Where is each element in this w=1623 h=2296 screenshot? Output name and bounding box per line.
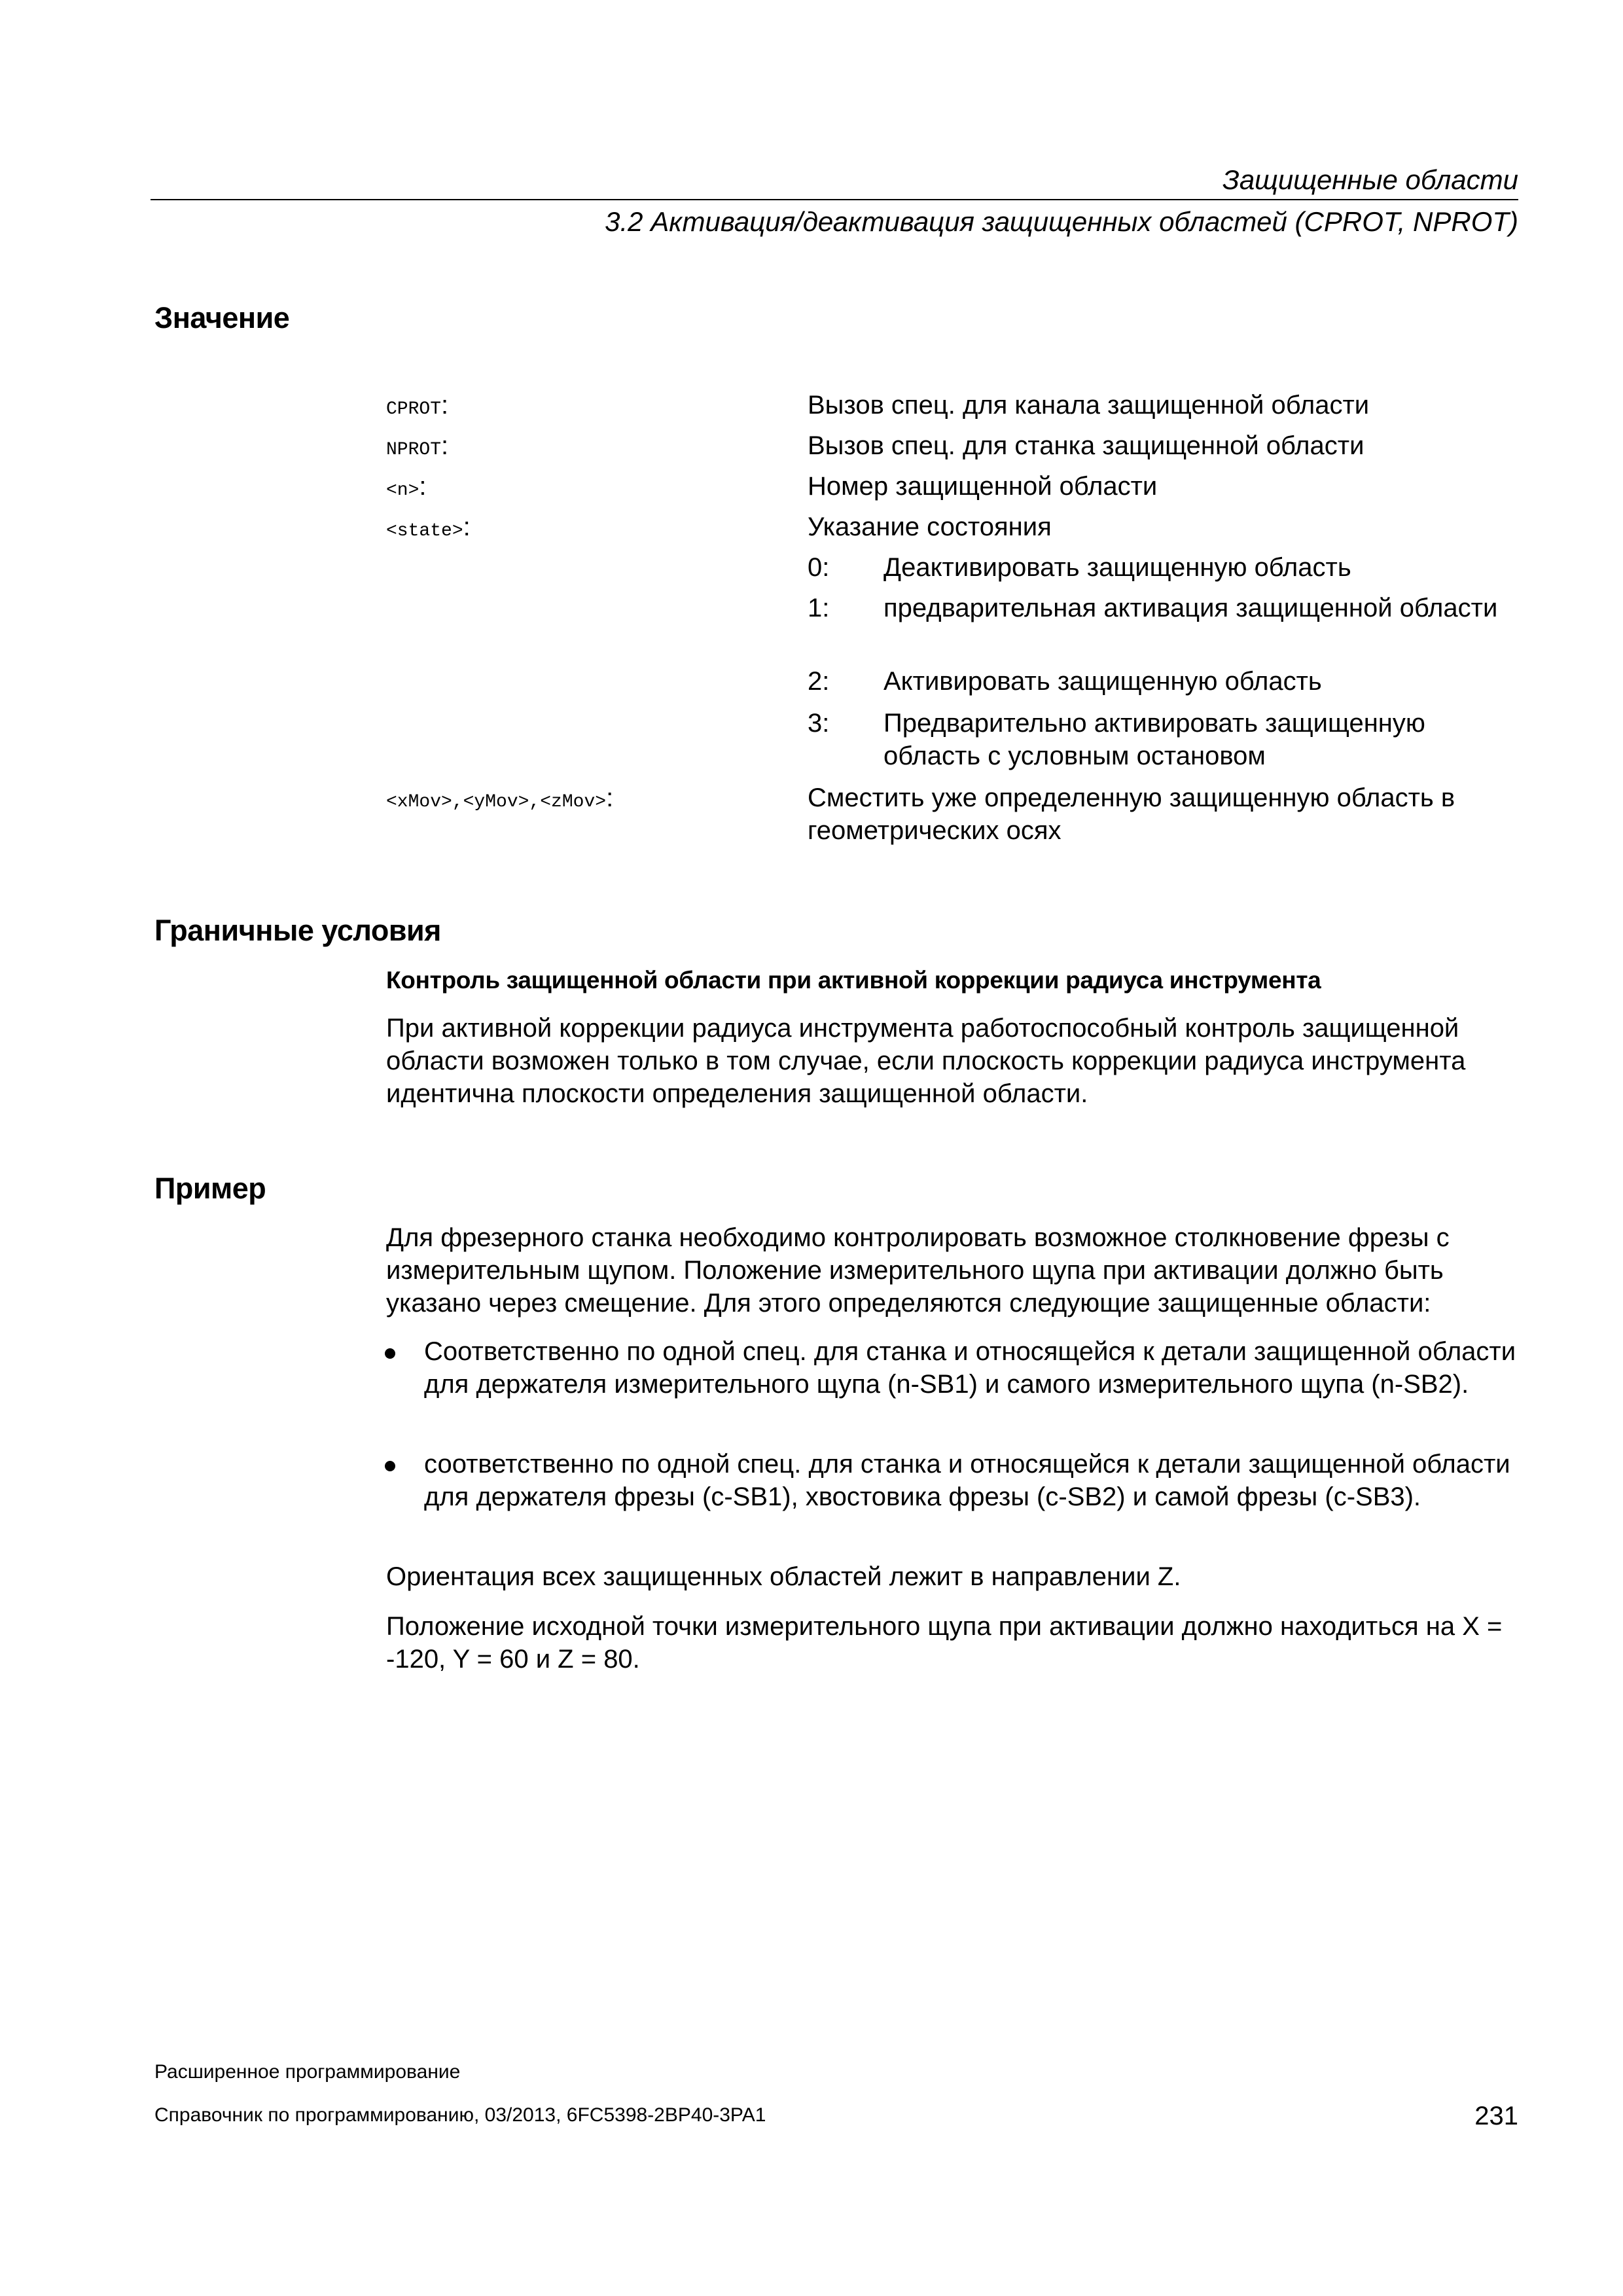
param-desc-nprot: Вызов спец. для станка защищенной области: [808, 431, 1364, 460]
heading-example: Пример: [154, 1172, 266, 1205]
bullet-icon: [385, 1348, 395, 1359]
state-number: 0:: [808, 553, 830, 582]
state-description: Деактивировать защищенную область: [883, 553, 1351, 582]
header-section-title: 3.2 Активация/деактивация защищенных областей (CPROT, NPROT): [605, 206, 1518, 237]
footer-manual-info: Справочник по программированию, 03/2013, 6FC5398-2BP40-3PA1: [154, 2104, 766, 2126]
state-number: 2:: [808, 667, 830, 696]
list-item: соответственно по одной спец. для станка и относящейся к детали защищенной области для держателя фрезы (c-SB1), хвостовика фрезы (c-SB2) и самой фрезы (c-SB3).: [424, 1450, 1510, 1511]
page-number: 231: [1474, 2102, 1518, 2130]
param-desc-move: Сместить уже определенную защищенную область в геометрических осях: [808, 783, 1455, 845]
footer-book-title: Расширенное программирование: [154, 2061, 461, 2083]
heading-meaning: Значение: [154, 301, 290, 334]
state-description: Активировать защищенную область: [883, 667, 1322, 696]
param-term-nprot: NPROT:: [386, 431, 449, 460]
subheading-constraints: Контроль защищенной области при активной коррекции радиуса инструмента: [386, 967, 1321, 994]
param-desc-state: Указание состояния: [808, 512, 1052, 541]
param-term-move: <xMov>,<yMov>,<zMov>:: [386, 783, 614, 812]
param-term-cprot: CPROT:: [386, 391, 449, 420]
state-number: 3:: [808, 709, 830, 738]
header-chapter-title: Защищенные области: [1222, 164, 1518, 195]
paragraph-constraints: При активной коррекции радиуса инструмента работоспособный контроль защищенной области возможен только в том случае, если плоскость коррекции радиуса инструмента идентична плоскости определения защищенной области.: [386, 1014, 1466, 1108]
bullet-icon: [385, 1461, 395, 1471]
state-number: 1:: [808, 594, 830, 622]
paragraph-example-intro: Для фрезерного станка необходимо контролировать возможное столкновение фрезы с измерительным щупом. Положение измерительного щупа при активации должно быть указано через смещение. Для этого определяются следующие защищенные области:: [386, 1223, 1450, 1318]
paragraph-position: Положение исходной точки измерительного щупа при активации должно находиться на X = -120, Y = 60 и Z = 80.: [386, 1612, 1503, 1674]
list-item: Соответственно по одной спец. для станка и относящейся к детали защищенной области для держателя измерительного щупа (n-SB1) и самого измерительного щупа (n-SB2).: [424, 1337, 1516, 1399]
heading-constraints: Граничные условия: [154, 914, 441, 947]
param-term-state: <state>:: [386, 512, 471, 541]
param-term-n: <n>:: [386, 472, 427, 501]
param-desc-cprot: Вызов спец. для канала защищенной области: [808, 391, 1370, 420]
header-rule: [151, 199, 1518, 200]
state-description: предварительная активация защищенной области: [883, 594, 1498, 622]
paragraph-orientation: Ориентация всех защищенных областей лежит в направлении Z.: [386, 1562, 1181, 1591]
state-description: Предварительно активировать защищенную область с условным остановом: [883, 709, 1425, 770]
param-desc-n: Номер защищенной области: [808, 472, 1158, 501]
